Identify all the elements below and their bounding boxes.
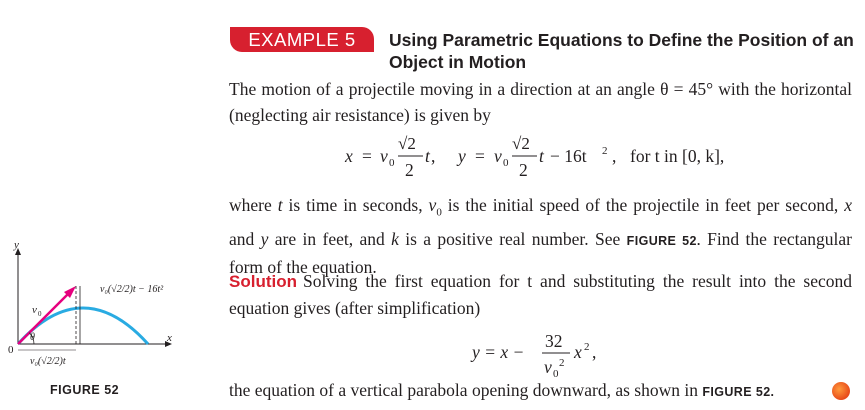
example-title: Using Parametric Equations to Define the Position of an Object in Motion	[389, 30, 854, 72]
svg-text:0: 0	[503, 157, 509, 169]
svg-text:0: 0	[553, 368, 559, 380]
eq1-range: for t in [0, k],	[630, 146, 725, 166]
svg-text:=: =	[475, 146, 485, 166]
solution-label: Solution	[229, 272, 297, 291]
svg-text:32: 32	[545, 331, 563, 351]
svg-text:,: ,	[592, 342, 597, 362]
y-axis-label: y	[14, 240, 19, 251]
figure-caption: FIGURE 52	[50, 383, 120, 397]
svg-text:=: =	[362, 146, 372, 166]
svg-text:2: 2	[519, 160, 528, 180]
eq1-x: x	[345, 146, 353, 166]
svg-text:2: 2	[559, 357, 565, 369]
svg-text:2: 2	[405, 160, 414, 180]
svg-text:v: v	[544, 357, 552, 377]
velocity-label: v	[32, 304, 37, 316]
eq1-y: y	[458, 146, 466, 166]
figure-reference-2[interactable]: FIGURE 52.	[702, 385, 775, 399]
svg-text:2: 2	[584, 341, 590, 353]
intro-paragraph: The motion of a projectile moving in a direction at an angle θ = 45° with the horizontal (neglecting air resistance) is given by	[229, 79, 852, 125]
solution-paragraph: Solution Solving the first equation for t and substituting the result into the second equation gives (after simplification)	[229, 271, 852, 318]
svg-text:v: v	[494, 146, 502, 166]
eq1-sqrt2-a: √2	[398, 134, 416, 153]
svg-text:,: ,	[431, 146, 436, 166]
svg-text:0: 0	[38, 310, 42, 318]
definitions-paragraph: where t is time in seconds, $v_0$ is the initial speed of the projectile in feet per second, x and y are in feet, and k is a positive real number. See FIGURE 52. Find the rectangular form of the equation.	[229, 195, 852, 277]
figure-52-projectile-graph	[0, 240, 185, 370]
horizontal-distance-label: v₀(√2/2)t	[30, 356, 66, 367]
svg-text:0: 0	[389, 157, 395, 169]
rectangular-equation	[470, 330, 630, 380]
conclusion-line: the equation of a vertical parabola opening downward, as shown in FIGURE 52.	[229, 380, 775, 400]
example-badge: EXAMPLE 5	[230, 27, 374, 52]
origin-label: 0	[8, 344, 14, 356]
x-axis-label: x	[167, 332, 172, 344]
eq1-v0-a: v	[380, 146, 388, 166]
svg-text:√2: √2	[512, 134, 530, 153]
figure-reference[interactable]: FIGURE 52.	[626, 233, 701, 248]
svg-text:,: ,	[612, 146, 617, 166]
svg-text:t: t	[539, 146, 544, 166]
eq1-minus-term: − 16t	[550, 146, 587, 166]
velocity-vector	[18, 292, 70, 344]
page-marker-dot	[832, 382, 850, 400]
svg-text:t: t	[425, 146, 430, 166]
svg-text:x: x	[574, 342, 582, 362]
parametric-equations	[340, 132, 760, 180]
height-label: v₀(√2/2)t − 16t²	[100, 284, 164, 295]
svg-text:2: 2	[602, 145, 608, 157]
eq2-lhs: y = x −	[472, 342, 525, 362]
angle-label: θ	[30, 332, 35, 343]
